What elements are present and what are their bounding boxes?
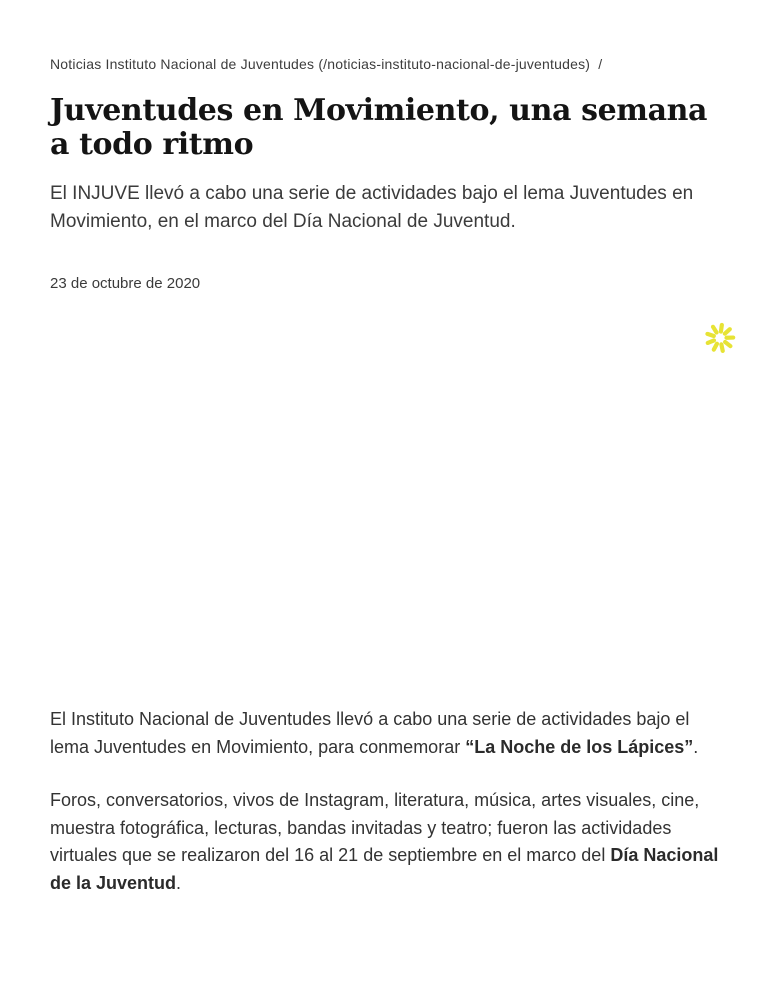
- paragraph-text: Foros, conversatorios, vivos de Instagram, literatura, música, artes visuales, cine, muestra fotográfica, lecturas, bandas invitadas y teatro; fueron las actividades virtuales que se realizaron del 16 al 21 de septiembre en el marco del: [50, 790, 700, 866]
- paragraph-text: .: [176, 872, 182, 893]
- paragraph-text: .: [693, 736, 699, 757]
- page-title: Juventudes en Movimiento, una semana a todo ritmo: [50, 93, 708, 162]
- asterisk-loading-spinner-icon: [704, 322, 736, 354]
- article-paragraph: [50, 787, 723, 897]
- breadcrumb: [50, 55, 723, 73]
- breadcrumb-separator: /: [598, 56, 603, 72]
- article-lede: El INJUVE llevó a cabo una serie de actividades bajo el lema Juventudes en Movimiento, en el marco del Día Nacional de Juventud.: [50, 183, 694, 233]
- article-body: [50, 706, 723, 897]
- article-paragraph: [50, 706, 723, 761]
- breadcrumb-link-noticias[interactable]: Noticias Instituto Nacional de Juventudes (/noticias-instituto-nacional-de-juventudes): [50, 56, 591, 72]
- article-image-placeholder: [50, 308, 723, 703]
- paragraph-bold-text: “La Noche de los Lápices”: [465, 736, 694, 757]
- paragraph-bold-text: Día Nacional de la Juventud: [50, 845, 719, 893]
- paragraph-text: El Instituto Nacional de Juventudes llevó a cabo una serie de actividades bajo el lema Juventudes en Movimiento, para conmemorar: [50, 709, 690, 757]
- article-date: 23 de octubre de 2020: [50, 274, 201, 292]
